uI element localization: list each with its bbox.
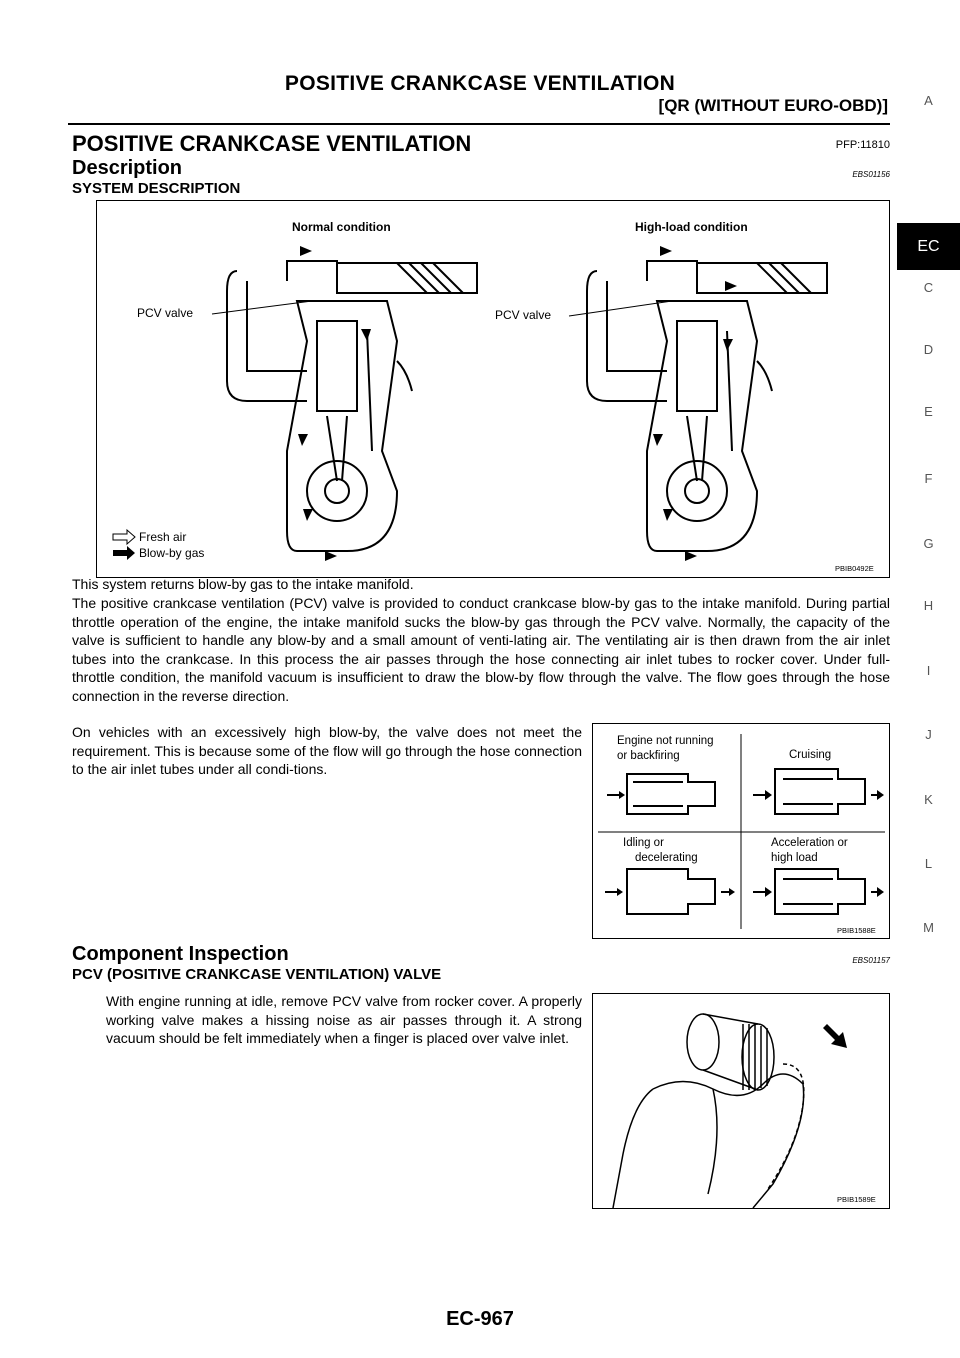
tab-a[interactable]: A (924, 93, 933, 108)
tab-h[interactable]: H (923, 598, 934, 613)
paragraph-pcv-operation: The positive crankcase ventilation (PCV) valve is provided to conduct crankcase blow-by gas to the intake manifold. During partial throttle operation of the engine, the intake manifold sucks the blow-by gas through the PCV valve. Normally, the capacity of the valve is sufficient to handle any blow-by and a small amount of venti-lating air. The ventilating air is then drawn from the air inlet tubes into the crankcase. In this process the air passes through the hose connecting air inlet tubes to rocker cover. Under full-throttle condition, the manifold vacuum is insufficient to draw the blow-by flow through the valve. The flow goes through the hose connection in the reverse direction. (72, 595, 890, 704)
tab-e[interactable]: E (924, 404, 933, 419)
blow-by-gas-arrow-icon (113, 546, 135, 560)
tab-g[interactable]: G (923, 536, 934, 551)
legend-blow-by-gas: Blow-by gas (139, 546, 205, 560)
running-header-subtitle: [QR (WITHOUT EURO-OBD)] (658, 96, 888, 115)
pcv-valve-inspection-diagram (592, 993, 890, 1209)
normal-condition-label: Normal condition (292, 220, 391, 234)
component-inspection-ref: EBS01157 (852, 956, 890, 965)
tab-c[interactable]: C (923, 280, 934, 295)
system-description-heading: SYSTEM DESCRIPTION (72, 180, 241, 197)
paragraph-inspection: With engine running at idle, remove PCV valve from rocker cover. A properly working valve makes a hissing noise as air passes through it. A strong vacuum should be felt immediately when a finger is placed over valve inlet. (106, 993, 582, 1046)
engine-normal-illustration (227, 261, 477, 551)
state-acceleration-line2: high load (771, 852, 818, 864)
tab-d[interactable]: D (923, 342, 934, 357)
section-title: POSITIVE CRANKCASE VENTILATION (72, 131, 472, 156)
pcv-valve-states-diagram (592, 723, 890, 939)
section-code: PFP:11810 (835, 139, 890, 151)
description-ref: EBS01156 (852, 170, 890, 179)
tab-k[interactable]: K (924, 792, 933, 807)
high-load-condition-label: High-load condition (635, 220, 748, 234)
tab-l[interactable]: L (924, 856, 933, 871)
page-number: EC-967 (446, 1308, 514, 1330)
state-idling-line2: decelerating (635, 852, 698, 864)
legend-fresh-air: Fresh air (139, 530, 187, 544)
pcv-valve-heading: PCV (POSITIVE CRANKCASE VENTILATION) VALVE (72, 966, 442, 983)
pcv-valve-inspection-illustration (593, 994, 889, 1208)
description-heading: Description (72, 157, 183, 179)
tab-j[interactable]: J (925, 727, 932, 742)
figure1-code: PBIB0492E (835, 564, 874, 573)
figure2-code: PBIB1588E (837, 926, 876, 935)
pcv-valve-label-left: PCV valve (137, 306, 194, 320)
figure3-code: PBIB1589E (837, 1195, 876, 1204)
component-inspection-heading: Component Inspection (72, 943, 289, 965)
state-acceleration-line1: Acceleration or (771, 837, 848, 849)
section-index-tabs (897, 0, 960, 1358)
pcv-valve-states-illustration (593, 724, 889, 938)
direction-arrow-icon (823, 1024, 847, 1048)
fresh-air-arrow-icon (113, 530, 135, 544)
paragraph-intro: This system returns blow-by gas to the intake manifold. (72, 576, 414, 592)
engine-high-load-illustration (587, 261, 827, 551)
state-not-running-line1: Engine not running (617, 735, 714, 747)
state-not-running-line2: or backfiring (617, 750, 680, 762)
pcv-valve-label-right: PCV valve (495, 308, 552, 322)
tab-i[interactable]: I (926, 663, 931, 678)
tab-m[interactable]: M (923, 920, 934, 935)
tab-f[interactable]: F (924, 471, 933, 486)
tab-ec[interactable]: EC (897, 223, 960, 270)
state-cruising-label: Cruising (789, 749, 832, 761)
pcv-system-illustration (97, 201, 889, 577)
state-idling-line1: Idling or (623, 837, 664, 849)
running-header-title: POSITIVE CRANKCASE VENTILATION (284, 72, 676, 95)
header-rule (68, 123, 890, 125)
pcv-system-diagram (96, 200, 890, 578)
paragraph-high-blowby: On vehicles with an excessively high blow-by, the valve does not meet the requirement. This is because some of the flow will go through the hose connection to the air inlet tubes under all condi-tions. (72, 724, 582, 777)
